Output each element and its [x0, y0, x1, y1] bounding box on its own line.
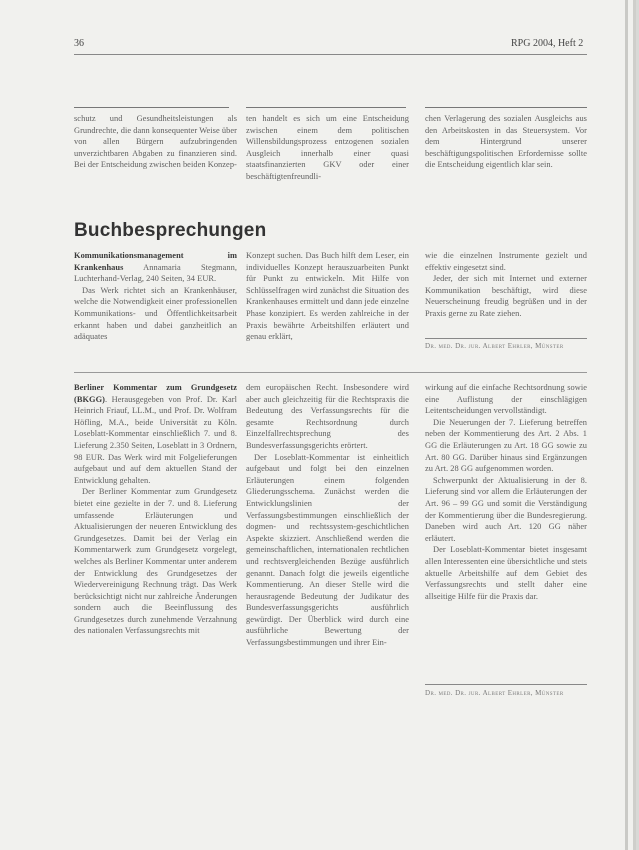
page-edge	[625, 0, 628, 850]
signature-rule	[425, 338, 587, 339]
review2-paragraph: Schwerpunkt der Aktualisierung in der 8. Lieferung sind vor allem die Erläuterungen der Art. 96 – 99 GG und somit die Verständigung der Kommentierung über die Bundesregierung. Daneben wird auch Art. 120 GG näher erläutert.	[425, 475, 587, 543]
review2-paragraph: Der Loseblatt-Kommentar ist einheitlich aufgebaut und folgt bei den einzelnen Erläuterungen einem folgenden Gliederungsschema. Zunächst werden die Entwicklungslinien der Verfassungsbestimmungen einschließlich der dogmen- und rechtssystem-geschichtlichen Aspekte skizziert. Anschließend werden die gemeinschaftlichen, internationalen rechtlichen und rechtsvergleichenden Bezüge ausführlich genannt. Danach folgt die jeweils eigentliche Kommentierung. An dieser Stelle wird die herausragende Bedeutung der Judikatur des Bundesverfassungsgerichts ausführlich gewürdigt. Der Überblick wird durch eine ausführliche Bewertung der Verfassungsbestimmungen und ihrer Ein-	[246, 452, 409, 648]
review1-paragraph: Konzept suchen. Das Buch hilft dem Leser, ein individuelles Konzept herauszuarbeiten Punkt für Punkt zu entwickeln. Mit Hilfe von Schlüsselfragen wird zunächst die Situation des Krankenhauses ermittelt und dann jede einzelne Phase konzipiert. Es werden zahlreiche in der Praxis bewährte Arbeitshilfen erläutert und genau erklärt,	[246, 251, 409, 342]
review2-paragraph: Der Berliner Kommentar zum Grundgesetz bietet eine gezielte in der 7. und 8. Lieferung umfassende Erläuterungen und Aktualisierungen der neueren Entwicklung des Grundgesetzes. Damit bei der Verlag ein Kommentarwerk zum Grundgesetz vorgelegt, welches als Berliner Kommentar unter anderem der Entwicklung des Grundgesetzes der Wiedervereinigung Rechnung trägt. Das Werk berücksichtigt nicht nur zahlreiche Änderungen sondern auch die Beeinflussung des Grundgesetzes durch zunehmende Verzahnung des nationalen Verfassungsrechts mit	[74, 487, 237, 636]
review2-title: Berliner Kommentar zum Grundgesetz (BKGG)	[74, 383, 237, 404]
review1-signature: Dr. med. Dr. jur. Albert Ehrler, Münster	[425, 342, 564, 350]
review2-column-2	[246, 382, 409, 649]
review2-paragraph: Der Loseblatt-Kommentar bietet insgesamt allen Interessenten eine übersichtliche und stets aktuelle Arbeitshilfe auf dem Gebiet des Verfassungsrechts und stellt daher eine allseitige Hilfe für die Praxis dar.	[425, 545, 587, 601]
review-separator	[74, 372, 587, 373]
column-rule	[425, 107, 587, 108]
column-rule	[246, 107, 406, 108]
review1-column-3	[425, 250, 587, 320]
intro-paragraph: ten handelt es sich um eine Entscheidung zwischen einem dem politischen Willensbildungsprozess entzogenen sozialen Ausgleich innerhalb einer quasi staatsfinanzierten GKV oder einer beschäftigtenfreundli-	[246, 114, 409, 181]
column-rule	[74, 107, 229, 108]
review2-paragraph: Die Neuerungen der 7. Lieferung betreffen neben der Kommentierung des Art. 2 Abs. 1 GG die Erläuterungen zu Art. 18 GG sowie zu Art. 80 GG. Darüber hinaus sind Ergänzungen zu Art. 28 GG aufgenommen worden.	[425, 417, 587, 474]
header-rule	[74, 54, 587, 55]
intro-paragraph: schutz und Gesundheitsleistungen als Grundrechte, die dann konsequenter Weise über von allen Bürgern aufzubringenden unverzichtbaren Abgaben zu finanzieren sind. Bei der Entscheidung zwischen beiden Konzep-	[74, 114, 237, 170]
review2-paragraph: dem europäischen Recht. Insbesondere wird aber auch gleichzeitig für die Rechtspraxis die Bedeutung des Verfassungsrechts für die gesamte Rechtsordnung durch Einzelfallrechtsprechung des Bundesverfassungsgerichts erörtert.	[246, 383, 409, 450]
review2-paragraph: wirkung auf die einfache Rechtsordnung sowie eine Auflistung der einschlägigen Leitentscheidungen vervollständigt.	[425, 383, 587, 416]
review1-paragraph: Jeder, der sich mit Internet und externer Kommunikation beschäftigt, wird diese Neuerscheinung freudig begrüßen und in der Praxis gerne zu Rate ziehen.	[425, 274, 587, 318]
review1-paragraph: Das Werk richtet sich an Krankenhäuser, welche die Notwendigkeit einer professionellen Kommunikations- und Öffentlichkeitsarbeit erkannt haben und dabei ganzheitlich an adäquates	[74, 285, 237, 342]
intro-column-3	[425, 113, 587, 171]
review2-column-1	[74, 382, 237, 637]
review1-column-1	[74, 250, 237, 343]
page-number: 36	[74, 38, 84, 49]
intro-column-1	[74, 113, 237, 171]
signature-rule	[425, 684, 587, 685]
intro-paragraph: chen Verlagerung des sozialen Ausgleichs aus den Arbeitskosten in das Steuersystem. Vor dem Hintergrund unserer beschäftigungspolitischen Erfordernisse sollte die Entscheidung eigentlich klar sein.	[425, 114, 587, 170]
journal-issue: RPG 2004, Heft 2	[511, 38, 584, 49]
review2-signature: Dr. med. Dr. jur. Albert Ehrler, Münster	[425, 689, 564, 697]
review1-title: Kommunikationsmanagement im Krankenhaus	[74, 251, 237, 272]
section-title: Buchbesprechungen	[74, 220, 267, 241]
review2-bibliography: . Herausgegeben von Prof. Dr. Karl Heinrich Friauf, LL.M., und Prof. Dr. Wolfram Höfling, M.A., beide Universität zu Köln. Loseblatt-Kommentar einschließlich 7. und 8. Lieferung 2.350 Seiten, Loseblatt in 3 Ordnern, 98 EUR. Das Werk wird mit Folgelieferungen aufgebaut und auf dem aktuellen Stand der Entwicklung gehalten.	[74, 394, 237, 485]
review2-column-3	[425, 382, 587, 602]
review1-bibliography: Annamaria Stegmann, Luchterhand-Verlag, 240 Seiten, 34 EUR.	[74, 262, 238, 284]
review1-column-2	[246, 250, 409, 343]
intro-column-2	[246, 113, 409, 183]
review1-paragraph: wie die einzelnen Instrumente gezielt und effektiv eingesetzt sind.	[425, 251, 587, 272]
